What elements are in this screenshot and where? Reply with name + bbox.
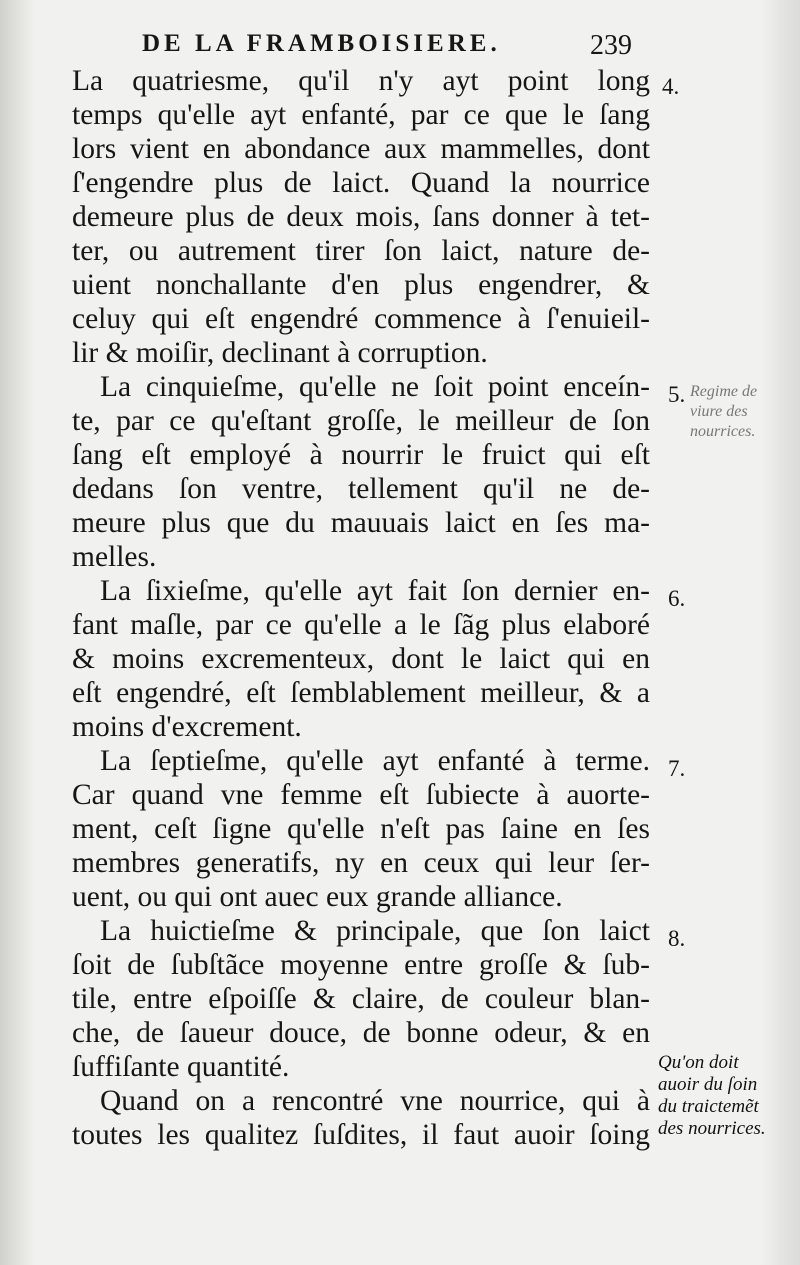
text-line: eſt engendré, eſt ſemblablement meilleur, & a — [72, 677, 650, 709]
text-line: La quatriesme, qu'il n'y ayt point long — [72, 65, 650, 97]
text-line: & moins excrementeux, dont le laict qui en — [72, 643, 650, 675]
text-line: ter, ou autrement tirer ſon laict, nature de- — [72, 235, 650, 267]
margin-number: 7. — [668, 756, 686, 781]
text-line: celuy qui eſt engendré commence à ſ'enuieil- — [72, 303, 650, 335]
margin-gloss-text: Regime de viure des nourrices. — [690, 383, 758, 440]
text-line: Car quand vne femme eſt ſubiecte à auorte- — [72, 779, 650, 811]
text-line: lors vient en abondance aux mammelles, dont — [72, 133, 650, 165]
margin-gloss-line: Qu'on doit — [658, 1052, 739, 1073]
text-line: membres generatifs, ny en ceux qui leur ſer- — [72, 847, 650, 879]
margin-gloss-line: auoir du ſoin — [658, 1074, 758, 1095]
text-line: demeure plus de deux mois, ſans donner à tet- — [72, 201, 650, 233]
text-line: Quand on a rencontré vne nourrice, qui à — [100, 1085, 650, 1117]
text-line: temps qu'elle ayt enfanté, par ce que le ſang — [72, 99, 650, 131]
body-text — [72, 64, 650, 1152]
text-line: ſ'engendre plus de laict. Quand la nourrice — [72, 167, 650, 199]
text-line: ſuffiſante quantité. — [72, 1051, 290, 1083]
margin-gloss-line: des nourrices. — [658, 1118, 766, 1139]
margin-gloss-regime — [690, 382, 790, 442]
text-line: che, de ſaueur douce, de bonne odeur, & en — [72, 1017, 650, 1049]
margin-number: 5. — [668, 382, 686, 407]
text-line: moins d'excrement. — [72, 711, 302, 743]
margin-number: 4. — [662, 74, 680, 99]
text-line: uient nonchallante d'en plus engendrer, & — [72, 269, 650, 301]
text-line: La huictieſme & principale, que ſon laict — [100, 915, 650, 947]
margin-gloss-soin — [658, 1052, 788, 1140]
page-gutter-shadow — [0, 0, 34, 1265]
page-number: 239 — [590, 30, 632, 61]
text-line: ſang eſt employé à nourrir le fruict qui eſt — [72, 439, 650, 471]
text-line: meure plus que du mauuais laict en ſes ma- — [72, 507, 650, 539]
text-line: ment, ceſt ſigne qu'elle n'eſt pas ſaine en ſes — [72, 813, 650, 845]
text-line: ſoit de ſubſtãce moyenne entre groſſe & ſub- — [72, 949, 650, 981]
text-line: La cinquieſme, qu'elle ne ſoit point enceín- — [100, 371, 650, 403]
page-header — [0, 30, 800, 64]
text-line: toutes les qualitez ſuſdites, il faut auoir ſoing — [72, 1119, 650, 1151]
margin-gloss-line: du traictemẽt — [658, 1096, 759, 1117]
text-line: lir & moiſir, declinant à corruption. — [72, 337, 488, 369]
margin-number: 8. — [668, 926, 686, 951]
text-line: dedans ſon ventre, tellement qu'il ne de- — [72, 473, 650, 505]
text-line: La ſeptieſme, qu'elle ayt enfanté à terme. — [100, 745, 650, 777]
running-head: DE LA FRAMBOISIERE. — [142, 30, 501, 57]
margin-number: 6. — [668, 586, 686, 611]
text-line: La ſixieſme, qu'elle ayt fait ſon dernier en- — [100, 575, 650, 607]
text-line: uent, ou qui ont auec eux grande alliance. — [72, 881, 563, 913]
text-line: tile, entre eſpoiſſe & claire, de couleur blan- — [72, 983, 650, 1015]
text-line: melles. — [72, 541, 157, 573]
text-line: fant maſle, par ce qu'elle a le ſãg plus elaboré — [72, 609, 650, 641]
text-line: te, par ce qu'eſtant groſſe, le meilleur de ſon — [72, 405, 650, 437]
